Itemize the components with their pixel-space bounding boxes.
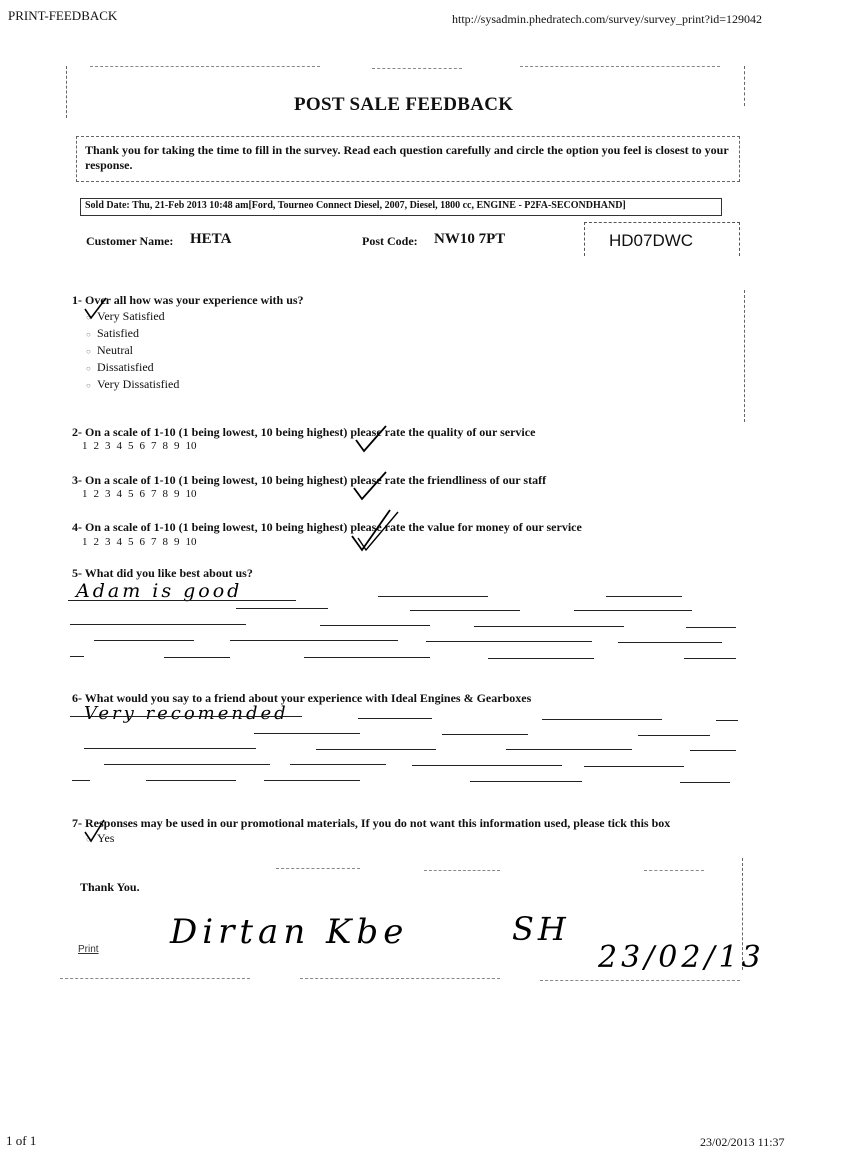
q1-option[interactable]: ○ Very Satisfied: [86, 309, 165, 323]
tick-mark-icon: [352, 470, 388, 502]
answer-line: [146, 780, 236, 781]
signature-rule: [644, 870, 704, 871]
answer-line: [320, 625, 430, 626]
q1-option[interactable]: ○ Neutral: [86, 343, 133, 357]
customer-name-label: Customer Name:: [86, 234, 174, 248]
q4-scale[interactable]: 1 2 3 4 5 6 7 8 9 10: [82, 536, 197, 548]
answer-line: [690, 750, 736, 751]
form-title: POST SALE FEEDBACK: [294, 94, 514, 115]
answer-line: [680, 782, 730, 783]
answer-line: [542, 719, 662, 720]
answer-line: [606, 596, 682, 597]
top-rule: [90, 66, 320, 67]
answer-line: [104, 764, 270, 765]
radio-icon: ○: [86, 381, 91, 390]
postcode-value: NW10 7PT: [434, 231, 506, 247]
print-header-url: http://sysadmin.phedratech.com/survey/survey_print?id=129042: [452, 12, 763, 26]
thank-you-text: Thank You.: [80, 880, 140, 894]
intro-text: Thank you for taking the time to fill in the survey. Read each question carefully and circle the option you feel is closest to your response.: [76, 136, 740, 182]
radio-icon: ○: [86, 364, 91, 373]
answer-line: [304, 657, 430, 658]
signature-initials: SH: [512, 910, 570, 948]
sold-date-label: Sold Date:: [85, 200, 130, 211]
answer-line: [410, 610, 520, 611]
answer-line: [442, 734, 528, 735]
bottom-rule: [540, 980, 740, 981]
radio-icon: ○: [86, 347, 91, 356]
answer-line: [574, 610, 692, 611]
answer-line: [686, 627, 736, 628]
print-link[interactable]: Print: [78, 944, 99, 955]
signature-name: Dirtan Kbe: [170, 912, 409, 952]
answer-line: [474, 626, 624, 627]
answer-line: [426, 641, 592, 642]
signature-rule: [276, 868, 360, 869]
answer-line: [638, 735, 710, 736]
q5-answer: Adam is good: [76, 580, 243, 602]
q6-answer-strike: [70, 716, 302, 717]
question-2: 2- On a scale of 1-10 (1 being lowest, 10 being highest) please rate the quality of our service: [72, 425, 536, 439]
postcode-label: Post Code:: [362, 234, 418, 248]
q2-scale[interactable]: 1 2 3 4 5 6 7 8 9 10: [82, 440, 197, 452]
registration-box: HD07DWC: [584, 222, 740, 256]
q5-answer-strike: [68, 600, 296, 601]
form-border-left: [66, 66, 67, 118]
page-count: 1 of 1: [6, 1133, 37, 1148]
print-header-title: PRINT-FEEDBACK: [8, 8, 118, 23]
answer-line: [254, 733, 360, 734]
answer-line: [412, 765, 562, 766]
checkbox-icon: ○: [86, 835, 91, 844]
answer-line: [290, 764, 386, 765]
answer-line: [70, 656, 84, 657]
tick-mark-icon: [350, 506, 400, 554]
question-1: 1- Over all how was your experience with us?: [72, 293, 304, 307]
print-datetime: 23/02/2013 11:37: [700, 1135, 785, 1149]
answer-line: [358, 718, 432, 719]
question-4: 4- On a scale of 1-10 (1 being lowest, 10 being highest) please rate the value for money of our service: [72, 520, 582, 534]
answer-line: [470, 781, 582, 782]
answer-line: [94, 640, 194, 641]
answer-line: [230, 640, 398, 641]
customer-name-value: HETA: [190, 231, 232, 247]
answer-line: [684, 658, 736, 659]
q1-option[interactable]: ○ Dissatisfied: [86, 360, 154, 374]
form-border-right: [744, 66, 745, 106]
radio-icon: ○: [86, 330, 91, 339]
question-7: 7- Responses may be used in our promotional materials, If you do not want this information used, please tick this box: [72, 816, 671, 830]
q6-answer: Very recomended: [84, 703, 289, 724]
q1-option[interactable]: ○ Very Dissatisfied: [86, 377, 180, 391]
question-3: 3- On a scale of 1-10 (1 being lowest, 10 being highest) please rate the friendliness of our staff: [72, 473, 547, 487]
tick-mark-icon: [354, 424, 388, 454]
bottom-rule: [60, 978, 250, 979]
question-6: 6- What would you say to a friend about your experience with Ideal Engines & Gearboxes: [72, 691, 532, 705]
radio-icon: ○: [86, 313, 91, 322]
answer-line: [506, 749, 632, 750]
answer-line: [236, 608, 328, 609]
question-5: 5- What did you like best about us?: [72, 566, 253, 580]
q1-option[interactable]: ○ Satisfied: [86, 326, 139, 340]
answer-line: [70, 624, 246, 625]
signature-date: 23/02/13: [598, 940, 765, 975]
q3-scale[interactable]: 1 2 3 4 5 6 7 8 9 10: [82, 488, 197, 500]
answer-line: [164, 657, 230, 658]
form-border-right-mid: [744, 290, 745, 422]
signature-rule: [424, 870, 500, 871]
answer-line: [488, 658, 594, 659]
sold-date-row: [80, 198, 722, 216]
top-rule: [372, 68, 462, 69]
answer-line: [316, 749, 436, 750]
answer-line: [618, 642, 722, 643]
top-rule: [520, 66, 720, 67]
answer-line: [716, 720, 738, 721]
tick-mark-icon: [82, 818, 106, 844]
sold-date-value: Thu, 21-Feb 2013 10:48 am[Ford, Tourneo Connect Diesel, 2007, Diesel, 1800 cc, ENGINE - P2FA-SECONDHAND]: [132, 200, 626, 211]
answer-line: [72, 780, 90, 781]
answer-line: [584, 766, 684, 767]
answer-line: [84, 748, 256, 749]
bottom-rule: [300, 978, 500, 979]
answer-line: [264, 780, 360, 781]
q7-yes-checkbox[interactable]: ○ Yes: [86, 831, 115, 845]
tick-mark-icon: [82, 296, 108, 322]
answer-line: [378, 596, 488, 597]
